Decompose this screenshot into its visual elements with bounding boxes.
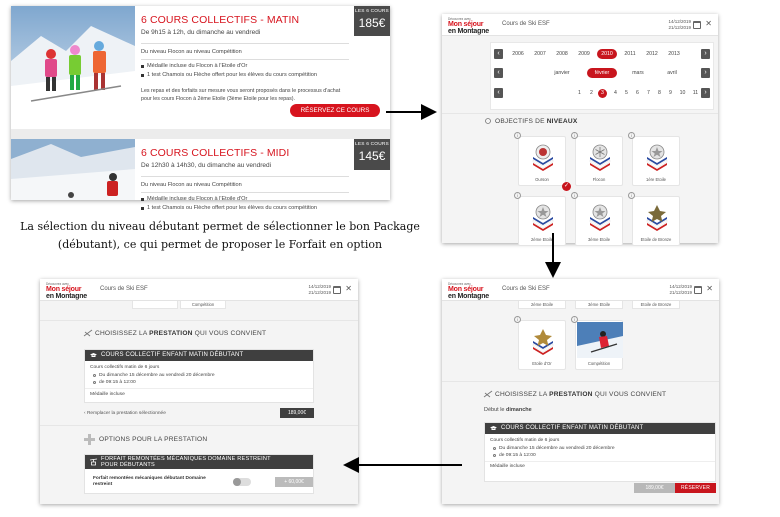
course-bullet-text: Médaille incluse du Flocon à l'Etoile d'Or: [147, 196, 248, 202]
year-option[interactable]: 2012: [646, 51, 658, 57]
level-label: 1ère Etoile: [645, 177, 667, 182]
logo-main-red: Mon séjour: [448, 286, 484, 294]
selected-check-icon: ✓: [563, 183, 570, 189]
month-option[interactable]: avril: [667, 70, 677, 76]
prestation-line: Cours collectifs matin de 6 jours: [90, 365, 160, 370]
level-label: Etoile de Bronze: [640, 237, 672, 242]
next-year-button[interactable]: ›: [701, 49, 710, 59]
info-icon[interactable]: i: [514, 132, 521, 139]
prestation-hours: de 09:15 à 12:00: [99, 380, 136, 385]
course-level: Du niveau Flocon au niveau Compétition: [141, 182, 242, 188]
prestation-dates: Du dimanche 15 décembre au vendredi 20 décembre: [499, 446, 615, 451]
next-day-button[interactable]: ›: [701, 88, 710, 98]
logo-main-red: Mon séjour: [448, 21, 484, 29]
prestation-title-bold: PRESTATION: [549, 391, 593, 398]
info-icon[interactable]: i: [571, 132, 578, 139]
option-label-line2: restreint: [93, 482, 113, 487]
level-label: 2ème Etoile: [530, 237, 554, 242]
day-option[interactable]: 11: [692, 90, 699, 96]
year-option[interactable]: 2013: [668, 51, 680, 57]
price-value: 145€: [358, 149, 386, 163]
prestation-line: Cours collectifs matin de 6 jours: [490, 438, 560, 443]
level-label: Flocon: [592, 177, 606, 182]
replace-prestation-text: Remplacer la prestation sélectionnée: [86, 411, 166, 416]
prestation-hours: de 09:15 à 12:00: [499, 453, 536, 458]
level-label: Ourson: [535, 177, 549, 182]
reserve-course-button[interactable]: RÉSERVEZ CE COURS: [290, 104, 380, 117]
info-icon[interactable]: i: [628, 132, 635, 139]
month-option-selected[interactable]: février: [587, 68, 617, 78]
level-label: Etoile d'Or: [532, 361, 552, 366]
options-section-title: OPTIONS POUR LA PRESTATION: [99, 436, 208, 443]
window-title: Cours de Ski ESF: [502, 286, 550, 292]
prestation-card-title-text: COURS COLLECTIF ENFANT MATIN DÉBUTANT: [501, 425, 644, 431]
course-bullet-text: 1 test Chamois ou Flèche offert pour les élèves du cours compétition: [147, 205, 317, 211]
course-title-period: MATIN: [266, 14, 300, 26]
level-card-etoile-bronze[interactable]: Etoile de Bronze: [632, 301, 680, 309]
day-option[interactable]: 8: [658, 90, 661, 96]
year-option[interactable]: 2009: [578, 51, 590, 57]
price-label: LES 6 COURS: [355, 142, 389, 147]
prestation-title-suffix: QUI VOUS CONVIENT: [592, 391, 667, 398]
prestation-title-prefix: CHOISISSEZ LA: [495, 391, 550, 398]
close-icon[interactable]: ✕: [345, 284, 352, 293]
date-to: 21/12/2019: [668, 24, 691, 30]
logo-main-red: Mon séjour: [46, 286, 82, 294]
prev-year-button[interactable]: ‹: [494, 49, 503, 59]
option-add-button[interactable]: + 60,00€: [275, 477, 313, 487]
day-option[interactable]: 1: [578, 90, 581, 96]
prestation-medal: Médaille incluse: [90, 392, 125, 397]
levels-title-bold: NIVEAUX: [546, 118, 578, 125]
day-option[interactable]: 10: [679, 90, 686, 96]
logo-small-text: Découvrez avec: [448, 17, 471, 21]
prestation-title-prefix: CHOISISSEZ LA: [95, 330, 150, 337]
prestation-price: 189,00€: [634, 483, 675, 493]
date-to: 21/12/2019: [308, 289, 331, 295]
option-label-line1: Forfait remontées mécaniques débutant Domaine: [93, 476, 206, 481]
price-value: 185€: [358, 16, 386, 30]
day-option[interactable]: 6: [636, 90, 639, 96]
year-option[interactable]: 2011: [624, 51, 636, 57]
prestation-dates: Du dimanche 15 décembre au vendredi 20 décembre: [99, 373, 215, 378]
course-level: Du niveau Flocon au niveau Compétition: [141, 49, 242, 55]
reserve-button[interactable]: RÉSERVER: [675, 483, 716, 493]
month-option[interactable]: mars: [632, 70, 644, 76]
year-option[interactable]: 2006: [512, 51, 524, 57]
info-icon[interactable]: i: [571, 192, 578, 199]
levels-title-prefix: OBJECTIFS DE: [495, 118, 547, 125]
day-option-selected[interactable]: 3: [598, 89, 607, 98]
month-option[interactable]: janvier: [554, 70, 570, 76]
caption-text: La sélection du niveau débutant permet de sélectionner le bon Package (débutant), ce qui permet de proposer le Forfait en option: [20, 220, 420, 251]
date-to: 21/12/2019: [669, 289, 692, 295]
prestation-price: 189,00€: [280, 408, 314, 418]
prestation-card-title-text: COURS COLLECTIF ENFANT MATIN DÉBUTANT: [101, 352, 244, 358]
prestation-title-bold: PRESTATION: [149, 330, 193, 337]
day-option[interactable]: 9: [669, 90, 672, 96]
day-option[interactable]: 7: [647, 90, 650, 96]
course-bullet-text: Médaille incluse du Flocon à l'Etoile d'Or: [147, 63, 248, 69]
prestation-title-suffix: QUI VOUS CONVIENT: [192, 330, 267, 337]
day-option[interactable]: 2: [590, 90, 593, 96]
year-option-selected[interactable]: 2010: [597, 49, 617, 59]
course-bullet-text: 1 test Chamois ou Flèche offert pour les élèves du cours compétition: [147, 72, 317, 78]
course-note: Les repas et des forfaits sur mesure vous seront proposés dans le processus d'achat pour les cours Flocon à 2ème Etoile (3ème Etoile pour les repas).: [141, 88, 341, 102]
option-card-title-line1: FORFAIT REMONTÉES MÉCANIQUES DOMAINE RESTREINT: [101, 456, 271, 462]
start-day-value: dimanche: [506, 407, 532, 413]
info-icon[interactable]: i: [514, 192, 521, 199]
course-title-period: MIDI: [266, 147, 290, 159]
level-card-2eme-etoile[interactable]: 2ème Etoile: [518, 301, 566, 309]
course-title-rest: COLLECTIFS -: [188, 147, 267, 159]
info-icon[interactable]: i: [571, 316, 578, 323]
course-title-count: 6 COURS: [141, 14, 189, 26]
replace-prestation-link[interactable]: ‹ Remplacer la prestation sélectionnée: [84, 411, 166, 416]
level-label: 3ème Etoile: [587, 237, 611, 242]
next-month-button[interactable]: ›: [701, 68, 710, 78]
day-option[interactable]: 5: [625, 90, 628, 96]
prev-day-button[interactable]: ‹: [494, 88, 503, 98]
logo-small-text: Découvrez avec: [46, 282, 69, 286]
logo-small-text: Découvrez avec: [448, 282, 471, 286]
level-card-competition[interactable]: Compétition: [180, 301, 226, 309]
price-label: LES 6 COURS: [355, 9, 389, 14]
option-card-title-line2: POUR DÉBUTANTS: [101, 462, 155, 468]
info-icon[interactable]: i: [514, 316, 521, 323]
year-option[interactable]: 2007: [534, 51, 546, 57]
logo-main-dark: en Montagne: [46, 293, 87, 301]
logo-main-dark: en Montagne: [448, 293, 489, 301]
year-option[interactable]: 2008: [556, 51, 568, 57]
course-title-rest: COLLECTIFS -: [188, 14, 267, 26]
course-schedule: De 9h15 à 12h, du dimanche au vendredi: [141, 29, 261, 36]
close-icon[interactable]: ✕: [705, 19, 712, 28]
info-icon[interactable]: i: [628, 192, 635, 199]
course-title-count: 6 COURS: [141, 147, 189, 159]
logo-main-dark: en Montagne: [448, 28, 489, 36]
course-schedule: De 12h30 à 14h30, du dimanche au vendredi: [141, 162, 272, 169]
close-icon[interactable]: ✕: [706, 284, 713, 293]
window-title: Cours de Ski ESF: [502, 21, 550, 27]
prestation-medal: Médaille incluse: [490, 464, 525, 469]
date-from: 14/12/2019: [669, 284, 692, 289]
window-title: Cours de Ski ESF: [100, 286, 148, 292]
level-card-3eme-etoile[interactable]: 3ème Etoile: [575, 301, 623, 309]
start-day-prefix: Début le: [484, 407, 507, 413]
prev-month-button[interactable]: ‹: [494, 68, 503, 78]
date-from: 14/12/2019: [668, 19, 691, 24]
day-option[interactable]: 4: [614, 90, 617, 96]
level-label: Compétition: [587, 361, 611, 366]
date-from: 14/12/2019: [308, 284, 331, 289]
